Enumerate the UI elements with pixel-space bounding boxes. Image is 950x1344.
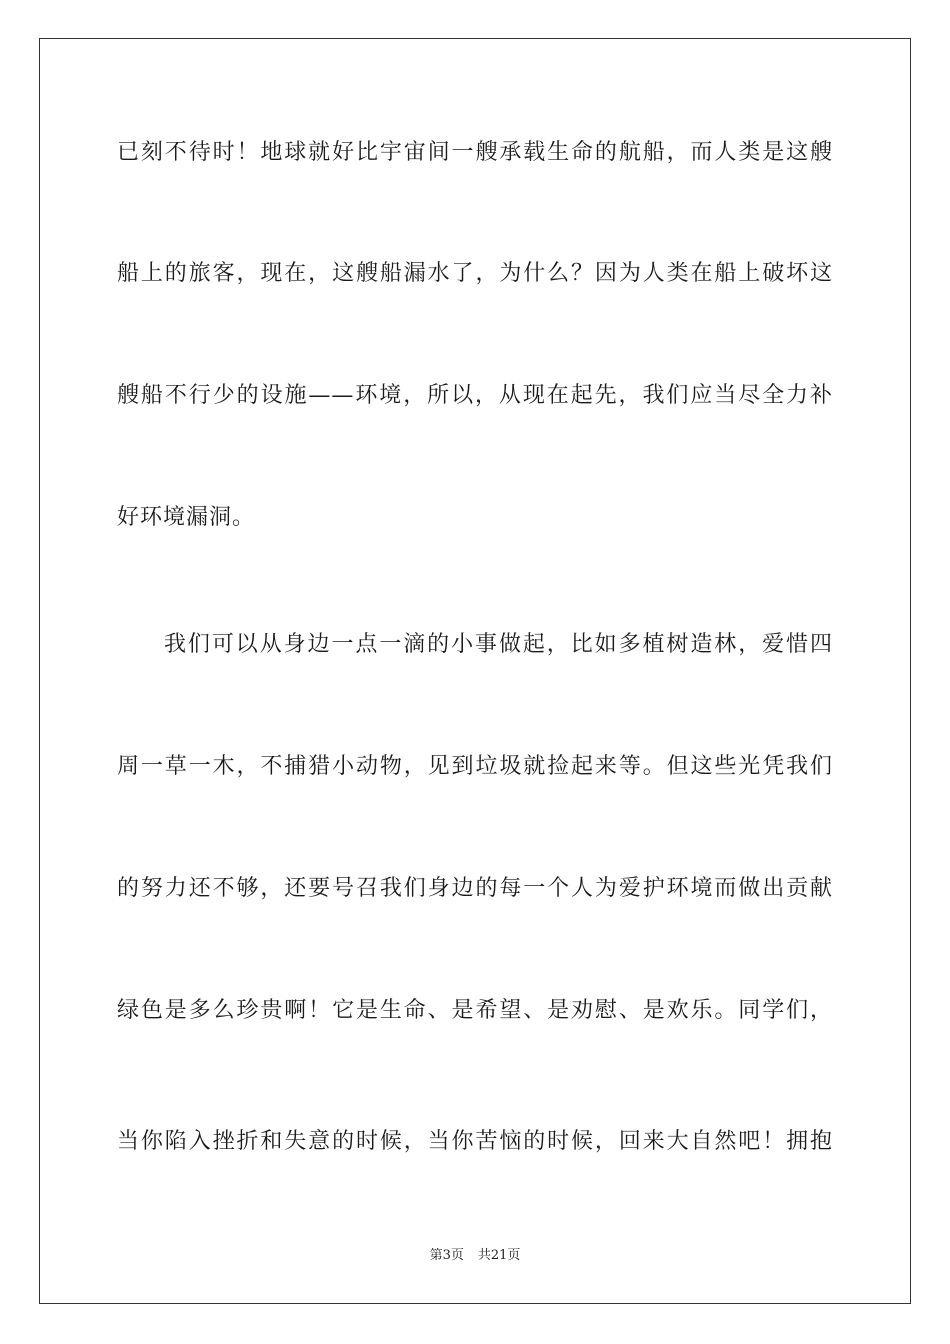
text-line: 船上的旅客，现在，这艘船漏水了，为什么？因为人类在船上破坏这 [117,261,833,286]
text-line: 周一草一木，不捕猎小动物，见到垃圾就捡起来等。但这些光凭我们 [117,754,833,779]
page-number: 第3页 [429,1248,464,1263]
page-total: 共21页 [477,1248,521,1263]
text-line-paragraph-start: 我们可以从身边一点一滴的小事做起，比如多植树造林，爱惜四 [164,632,833,657]
page-footer [0,1247,950,1265]
text-line: 艘船不行少的设施——环境，所以，从现在起先，我们应当尽全力补 [117,383,833,408]
page-frame [39,38,911,1304]
text-line: 已刻不待时！地球就好比宇宙间一艘承载生命的航船，而人类是这艘 [117,140,833,165]
text-line: 的努力还不够，还要号召我们身边的每一个人为爱护环境而做出贡献 [117,876,833,901]
text-line: 好环境漏洞。 [117,505,256,530]
text-line: 当你陷入挫折和失意的时候，当你苦恼的时候，回来大自然吧！拥抱 [117,1129,833,1154]
text-line: 绿色是多么珍贵啊！它是生命、是希望、是劝慰、是欢乐。同学们， [117,998,833,1023]
